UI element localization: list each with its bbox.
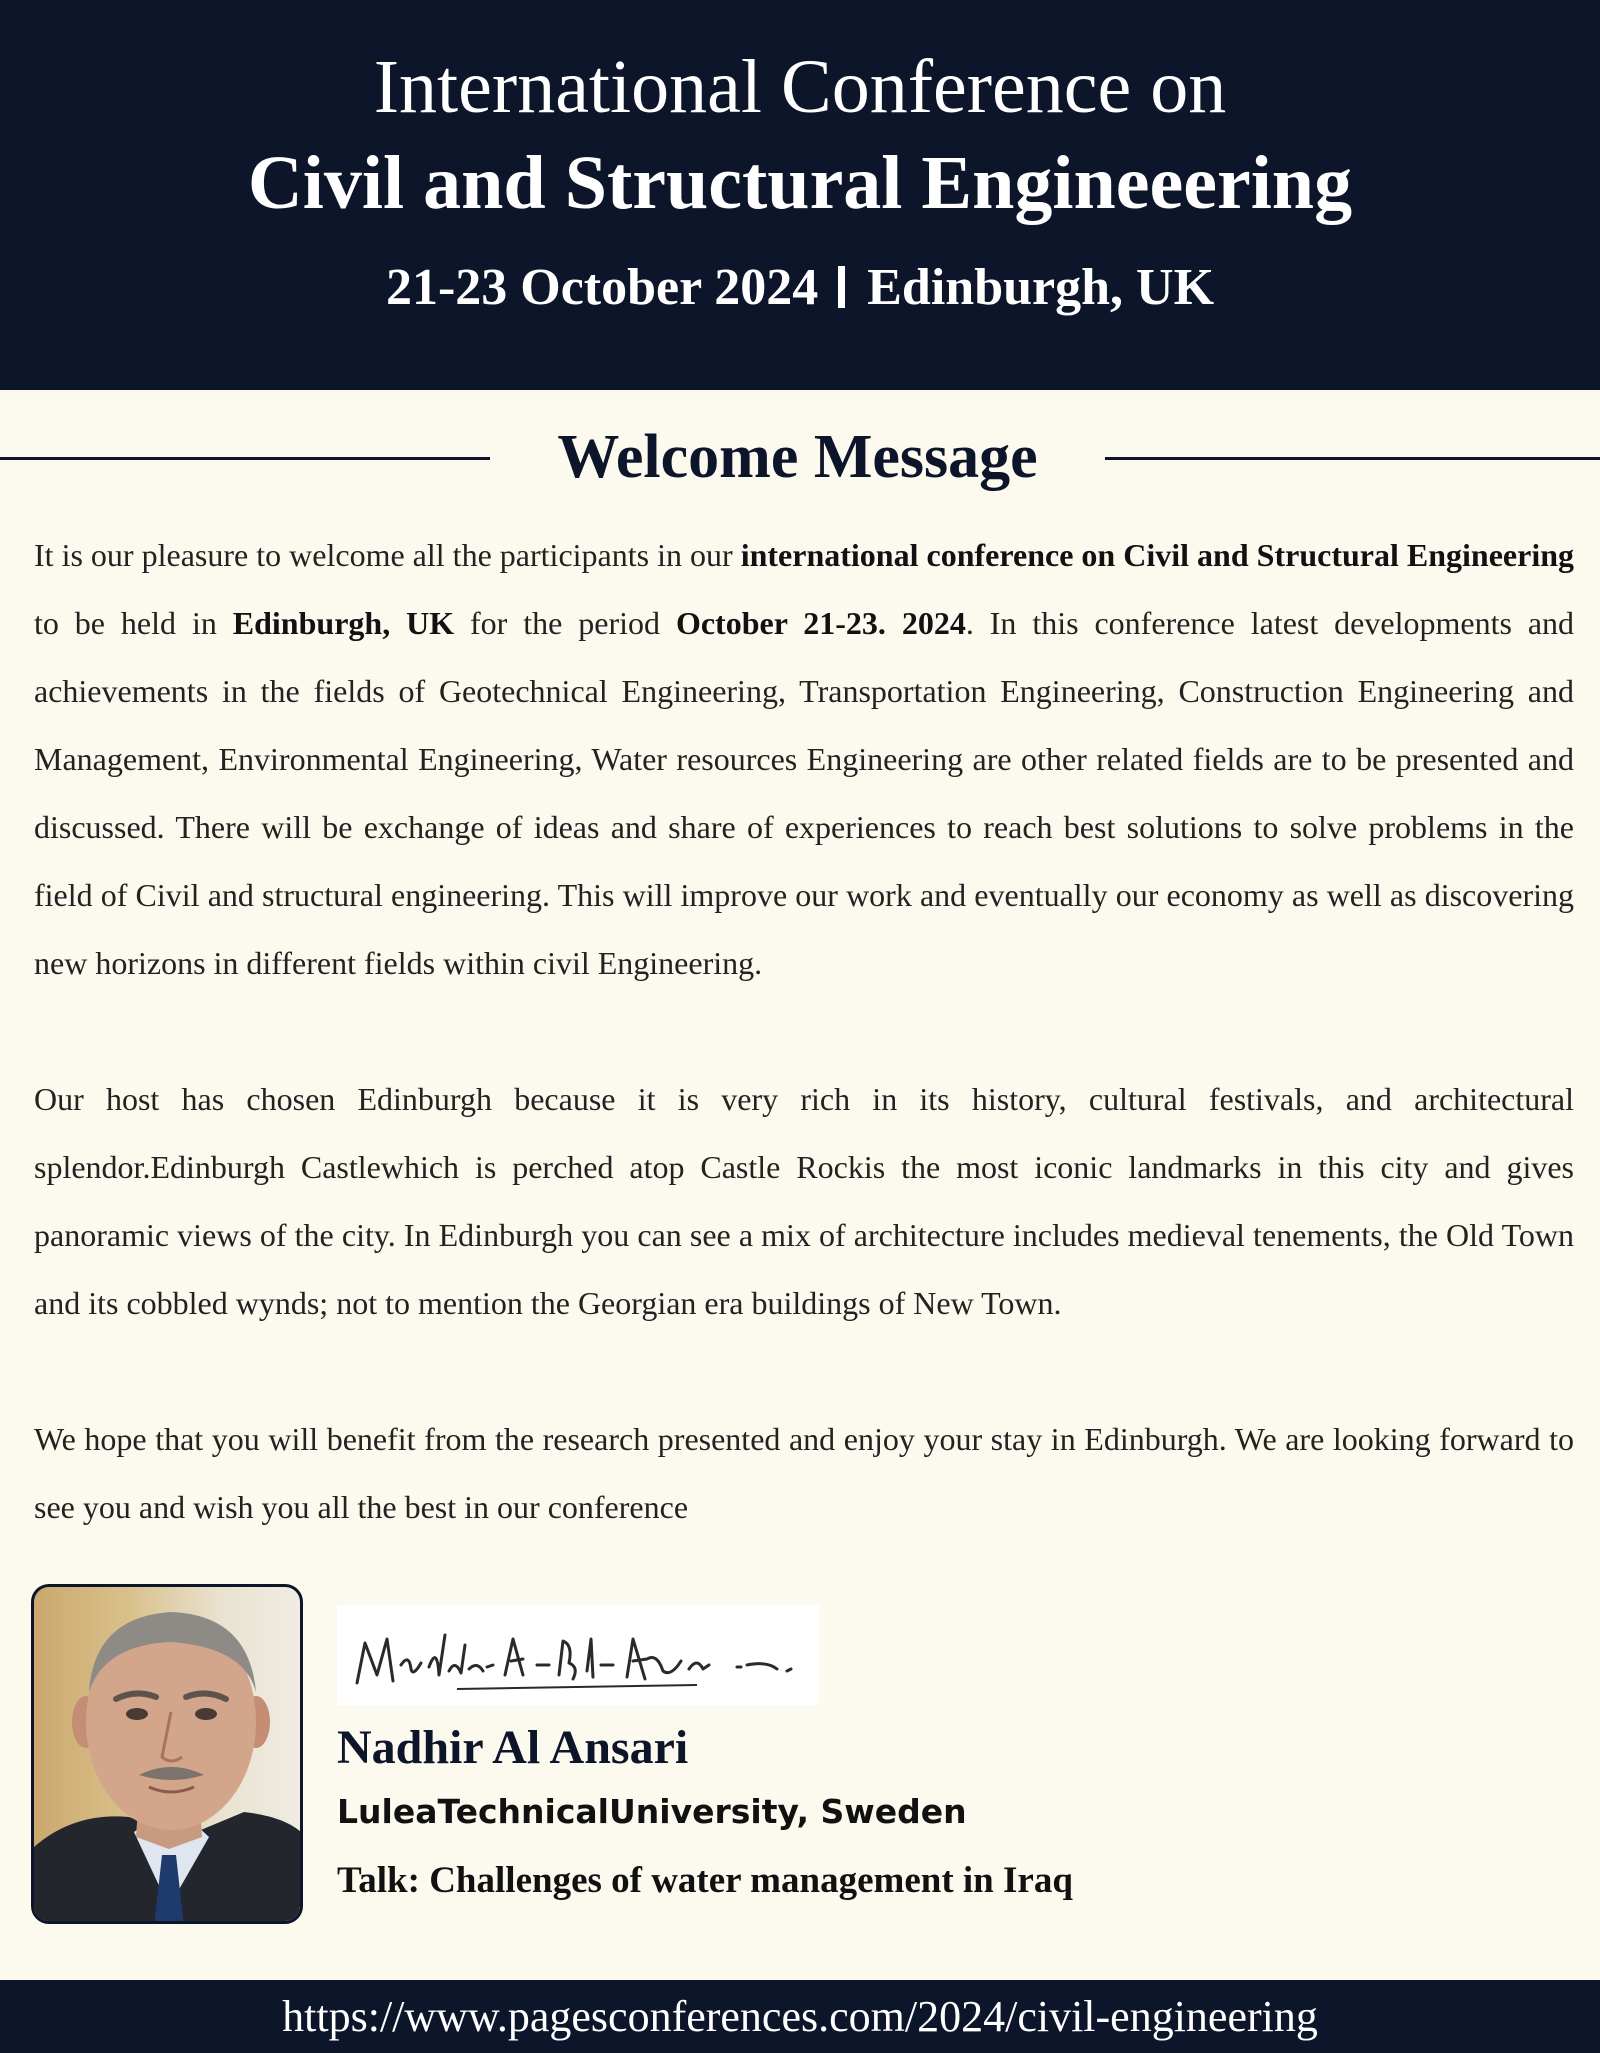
paragraph-1-text-d: . In this conference latest developments and achievements in the fields of Geotechnical Engineering, Transportation Engineering, Construction Engineering and Management, Environmental Engineering, Water resources Engineering are other related fields are to be presented and discussed. There will be exchange of ideas and share of experiences to reach best solutions to solve problems in the field of Civil and structural engineering. This will improve our work and eventually our economy as well as discovering new horizons in different fields within civil Engineering. xyxy=(34,605,1575,981)
conference-url-link[interactable]: https://www.pagesconferences.com/2024/civil-engineering xyxy=(282,1992,1318,2041)
divider-bar xyxy=(838,266,845,308)
signature-image xyxy=(337,1605,819,1705)
welcome-message-body xyxy=(34,521,1574,1541)
footer-bar xyxy=(0,1980,1600,2053)
paragraph-1-bold-location: Edinburgh, UK xyxy=(232,605,455,641)
heading-rule-left xyxy=(0,457,490,460)
speaker-photo xyxy=(31,1584,303,1924)
conference-location: Edinburgh, UK xyxy=(867,259,1215,316)
paragraph-1-bold-conference: international conference on Civil and Structural Engineering xyxy=(740,537,1575,573)
paragraph-1-text-b: to be held in xyxy=(34,605,233,641)
speaker-affiliation: LuleaTechnicalUniversity, Sweden xyxy=(337,1792,967,1831)
section-heading xyxy=(0,412,1600,502)
paragraph-1 xyxy=(34,521,1574,997)
conference-date-location xyxy=(0,256,1600,320)
speaker-portrait-image xyxy=(34,1587,303,1924)
heading-rule-right xyxy=(1105,457,1600,460)
paragraph-1-bold-date: October 21-23. 2024 xyxy=(675,605,966,641)
paragraph-2: Our host has chosen Edinburgh because it is very rich in its history, cultural festivals, and architectural splendor.Edinburgh Castlewhich is perched atop Castle Rockis the most iconic landmarks in this city and gives panoramic views of the city. In Edinburgh you can see a mix of architecture includes medieval tenements, the Old Town and its cobbled wynds; not to mention the Georgian era buildings of New Town. xyxy=(34,1081,1574,1321)
speaker-talk-title: Talk: Challenges of water management in Iraq xyxy=(337,1860,1073,1901)
paragraph-3: We hope that you will benefit from the research presented and enjoy your stay in Edinburgh. We are looking forward to see you and wish you all the best in our conference xyxy=(34,1421,1574,1525)
paragraph-1-text-c: for the period xyxy=(454,605,676,641)
conference-title-line1: International Conference on xyxy=(373,45,1227,129)
paragraph-1-text-a: It is our pleasure to welcome all the participants in our xyxy=(34,537,741,573)
section-title: Welcome Message xyxy=(557,423,1038,491)
speaker-signature xyxy=(337,1605,819,1705)
conference-title-line2: Civil and Structural Engineeering xyxy=(247,141,1353,225)
speaker-name: Nadhir Al Ansari xyxy=(337,1721,689,1774)
header-banner xyxy=(0,0,1600,390)
conference-date: 21-23 October 2024 xyxy=(385,259,819,316)
